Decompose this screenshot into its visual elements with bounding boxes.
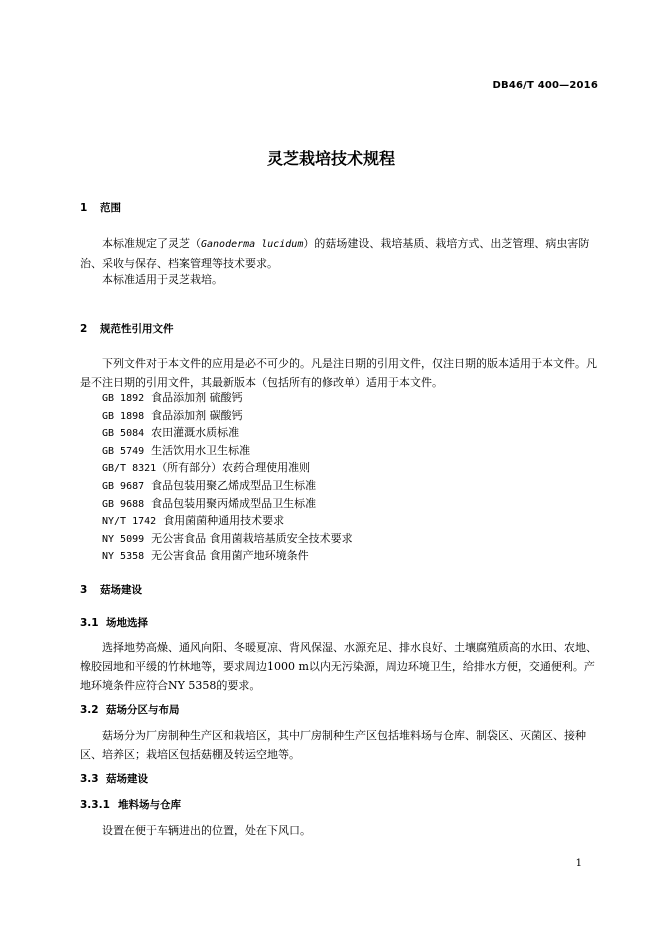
- section-1-heading: [80, 200, 121, 215]
- section-3-1-paragraph: 选择地势高燥、通风向阳、冬暖夏凉、背风保湿、水源充足、排水良好、土壤腐殖质高的水田、农地、橡胶园地和平缓的竹林地等，要求周边1000 m以内无污染源，周边环境卫生，给排水方便，交通便利。产地环境条件应符合NY 5358的要求。: [80, 641, 597, 692]
- ref-code: NY 5099: [102, 533, 145, 545]
- ref-code: NY 5358: [102, 551, 145, 563]
- ref-name: 无公害食品 食用菌栽培基质安全技术要求: [151, 531, 353, 545]
- section-title: 堆料场与仓库: [118, 799, 181, 811]
- ref-name: 生活饮用水卫生标准: [151, 443, 251, 457]
- ref-code: GB/T 8321: [102, 463, 157, 475]
- ref-name: 食品包装用聚乙烯成型品卫生标准: [151, 478, 317, 492]
- section-title: 规范性引用文件: [100, 323, 174, 335]
- ref-name: （所有部分）农药合理使用准则: [156, 461, 311, 475]
- section-1-paragraph-2: 本标准适用于灵芝栽培。: [102, 273, 223, 286]
- reference-item: [102, 459, 353, 477]
- ref-name: 食品添加剂 碳酸钙: [151, 408, 243, 422]
- section-number: 3.2: [80, 704, 99, 716]
- text-run: ）的菇场建设、栽培基质、栽培方式、出芝管理、病虫害防治、采收与保存、档案管理等技术要求。: [80, 237, 590, 270]
- section-2-heading: [80, 321, 174, 336]
- ref-code: GB 9687: [102, 480, 145, 492]
- section-3-3-1-heading: [80, 797, 181, 812]
- section-title: 场地选择: [106, 617, 148, 629]
- section-number: 2: [80, 323, 88, 335]
- reference-item: [102, 495, 353, 513]
- section-title: 范围: [100, 202, 121, 214]
- reference-item: [102, 442, 353, 460]
- section-title: 菇场分区与布局: [106, 704, 180, 716]
- reference-item: [102, 512, 353, 530]
- ref-code: GB 9688: [102, 498, 145, 510]
- ref-name: 食品包装用聚丙烯成型品卫生标准: [151, 496, 317, 510]
- ref-name: 农田灌溉水质标准: [151, 426, 240, 440]
- section-3-2-paragraph: 菇场分为厂房制种生产区和栽培区，其中厂房制种生产区包括堆料场与仓库、制袋区、灭菌区、接种区、培养区；栽培区包括菇棚及转运空地等。: [80, 729, 586, 761]
- ref-code: GB 1892: [102, 393, 145, 404]
- reference-item: [102, 547, 353, 565]
- ref-code: GB 5084: [102, 428, 145, 440]
- standard-code: DB46/T 400—2016: [492, 80, 598, 91]
- section-number: 3: [80, 584, 88, 596]
- section-number: 3.1: [80, 617, 99, 629]
- reference-item: [102, 407, 353, 425]
- section-3-3-1-paragraph: 设置在便于车辆进出的位置，处在下风口。: [102, 824, 311, 837]
- section-3-1-heading: [80, 615, 148, 630]
- section-number: 1: [80, 202, 88, 214]
- reference-list: [102, 389, 353, 565]
- text-run: 本标准规定了灵芝（: [102, 237, 201, 250]
- section-number: 3.3: [80, 773, 99, 785]
- reference-item: [102, 530, 353, 548]
- section-3-2-heading: [80, 702, 180, 717]
- section-2-paragraph: 下列文件对于本文件的应用是必不可少的。凡是注日期的引用文件，仅注日期的版本适用于本文件。凡是不注日期的引用文件，其最新版本（包括所有的修改单）适用于本文件。: [80, 357, 597, 389]
- page-number: 1: [575, 858, 582, 869]
- page-title: 灵芝栽培技术规程: [266, 149, 395, 168]
- section-title: 菇场建设: [100, 584, 142, 596]
- section-3-heading: [80, 582, 142, 597]
- latin-name: Ganoderma lucidum: [201, 239, 304, 250]
- ref-code: NY/T 1742: [102, 516, 157, 528]
- reference-item: [102, 389, 353, 407]
- reference-item: [102, 424, 353, 442]
- section-title: 菇场建设: [106, 773, 148, 785]
- ref-name: 食用菌菌种通用技术要求: [163, 514, 285, 528]
- ref-code: GB 1898: [102, 410, 145, 422]
- section-number: 3.3.1: [80, 799, 110, 811]
- ref-name: 食品添加剂 硫酸钙: [151, 391, 243, 404]
- ref-name: 无公害食品 食用菌产地环境条件: [151, 549, 309, 563]
- ref-code: GB 5749: [102, 445, 145, 457]
- section-3-3-heading: [80, 771, 148, 786]
- section-1-paragraph-1: [80, 234, 602, 273]
- reference-item: [102, 477, 353, 495]
